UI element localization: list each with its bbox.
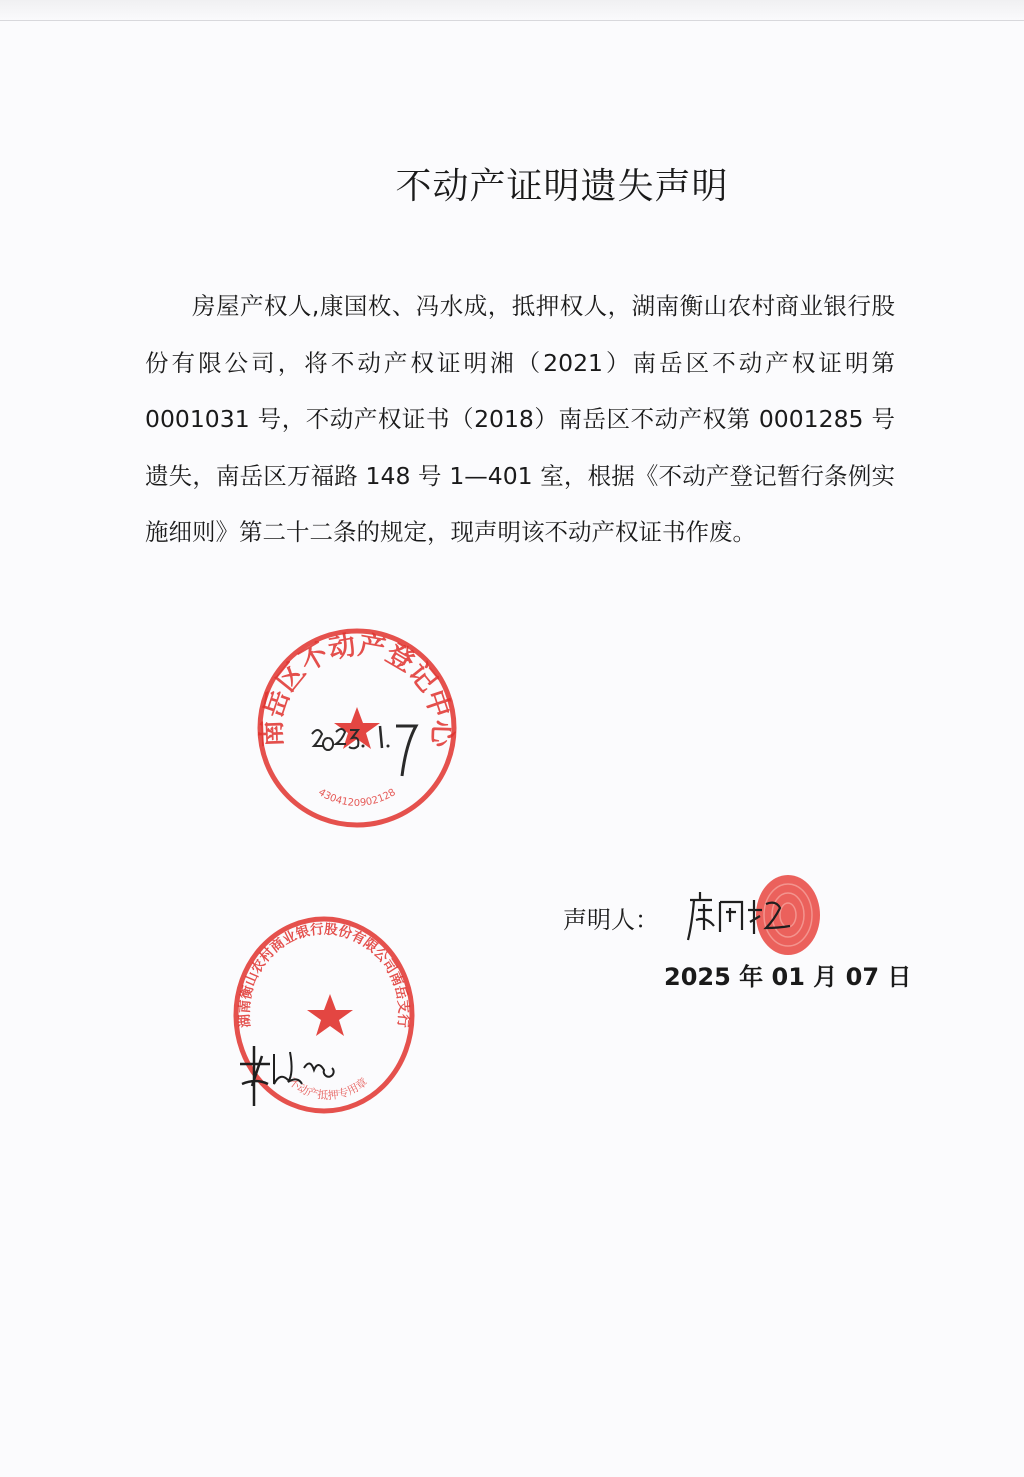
bank-signature (234, 1034, 344, 1118)
registration-stamp-text: 南岳区不动产登记中心 (256, 629, 458, 748)
scan-edge-line (0, 20, 1024, 21)
svg-text:4304120902128 (316, 787, 398, 809)
scan-top-edge (0, 0, 1024, 22)
declarant-label: 声明人： (563, 906, 659, 934)
declarant-signature (684, 886, 794, 952)
registration-stamp-code: 4304120902128 (316, 787, 398, 809)
bank-stamp-text: 湖南衡山农村商业银行股份有限公司南岳支行 (236, 921, 412, 1029)
declaration-date: 2025 年 01 月 07 日 (664, 963, 912, 991)
handwritten-date (308, 712, 428, 786)
bank-stamp-bottom-text: 不动产抵押专用章 (285, 1075, 371, 1103)
declaration-body: 房屋产权人,康国枚、冯水成，抵押权人，湖南衡山农村商业银行股份有限公司，将不动产权证明湘（2021）南岳区不动产权证明第 0001031 号，不动产权证书（2018）南岳区不动产权第 0001285 号遗失，南岳区万福路 148 号 1—401 室，根据《不动产登记暂行条例实施细则》第二十二条的规定，现声明该不动产权证书作废。 (145, 292, 895, 546)
page-title: 不动产证明遗失声明 (395, 166, 729, 207)
